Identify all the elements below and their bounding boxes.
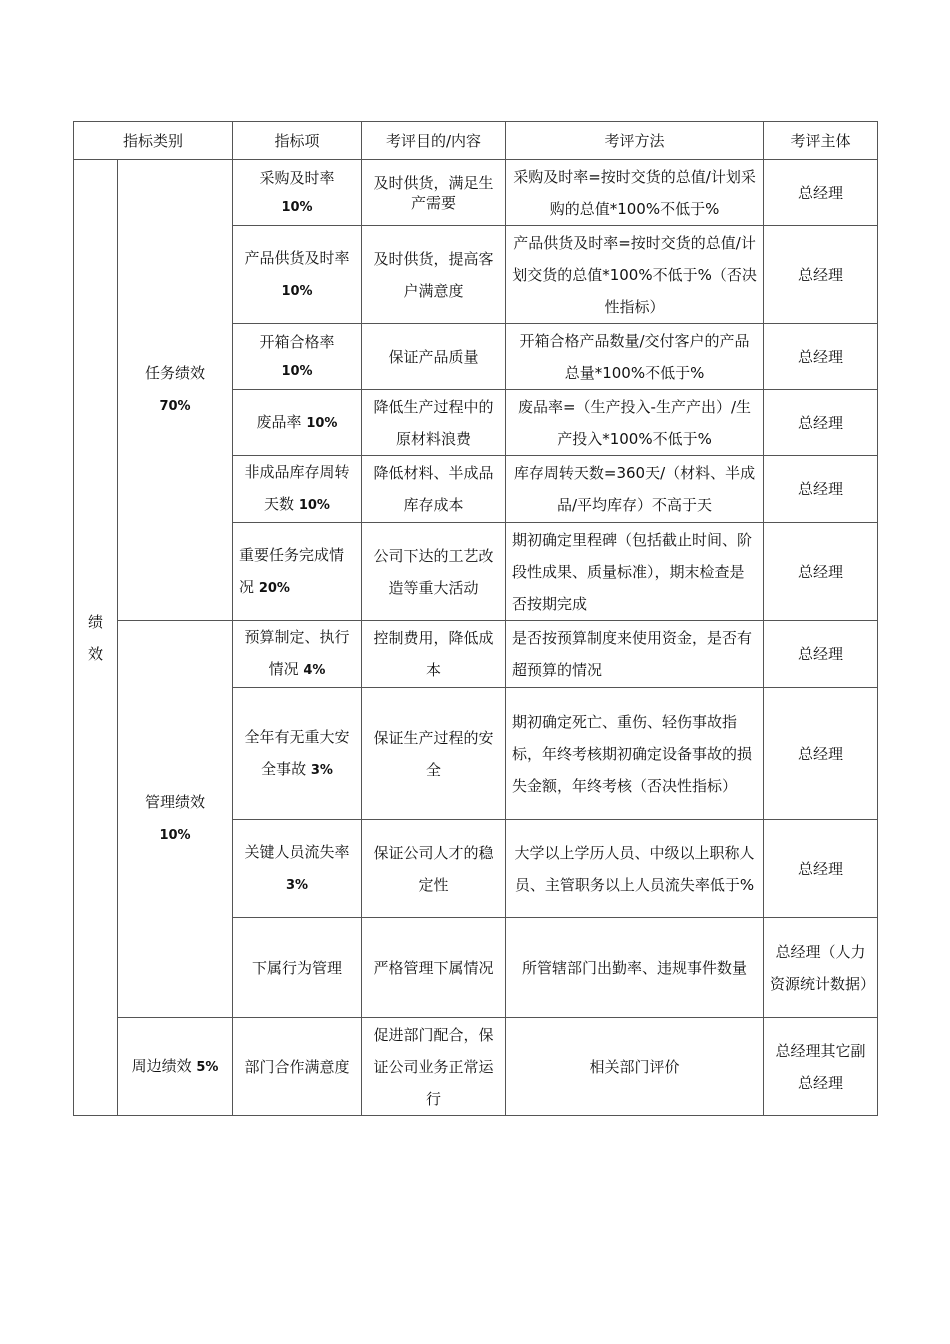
method-cell: 开箱合格产品数量/交付客户的产品总量*100%不低于% <box>506 324 764 390</box>
method-cell: 产品供货及时率=按时交货的总值/计划交货的总值*100%不低于%（否决性指标） <box>506 226 764 324</box>
subject-cell: 总经理 <box>764 390 878 456</box>
group-task <box>118 160 233 621</box>
method-cell: 废品率=（生产投入-生产产出）/生产投入*100%不低于% <box>506 390 764 456</box>
item-cell <box>233 1018 362 1116</box>
item-cell <box>233 324 362 390</box>
item-name: 重要任务完成情况 <box>239 545 345 596</box>
item-name: 下属行为管理 <box>252 958 343 977</box>
item-pct: 3% <box>285 877 309 893</box>
subject-cell: 总经理 <box>764 160 878 226</box>
method-cell: 库存周转天数=360天/（材料、半成品/平均库存）不高于天 <box>506 456 764 523</box>
method-cell: 所管辖部门出勤率、违规事件数量 <box>506 918 764 1018</box>
item-name: 非成品库存周转天数 <box>244 463 350 513</box>
method-cell: 相关部门评价 <box>506 1018 764 1116</box>
item-cell <box>233 456 362 523</box>
item-name: 采购及时率 <box>259 168 335 187</box>
item-cell <box>233 820 362 918</box>
item-name: 产品供货及时率 <box>244 248 350 267</box>
item-pct: 4% <box>303 663 326 678</box>
subject-cell: 总经理 <box>764 621 878 688</box>
item-name: 全年有无重大安全事故 <box>244 727 350 778</box>
subject-cell: 总经理 <box>764 820 878 918</box>
purpose-cell: 公司下达的工艺改造等重大活动 <box>362 523 506 621</box>
item-pct: 10% <box>298 498 330 513</box>
purpose-cell: 及时供货，提高客户满意度 <box>362 226 506 324</box>
group-weight: 10% <box>159 828 191 843</box>
header-subject: 考评主体 <box>764 122 878 160</box>
subject-cell: 总经理 <box>764 324 878 390</box>
group-weight: 5% <box>196 1059 219 1075</box>
item-name: 开箱合格率 <box>259 332 335 351</box>
item-cell <box>233 523 362 621</box>
item-cell <box>233 390 362 456</box>
purpose-cell: 保证公司人才的稳定性 <box>362 820 506 918</box>
group-peripheral <box>118 1018 233 1116</box>
item-pct: 3% <box>310 762 333 778</box>
item-pct: 10% <box>306 415 338 431</box>
item-cell <box>233 918 362 1018</box>
subject-cell: 总经理 <box>764 226 878 324</box>
group-management <box>118 621 233 1018</box>
purpose-cell: 控制费用，降低成本 <box>362 621 506 688</box>
item-cell <box>233 688 362 820</box>
subject-cell: 总经理 <box>764 688 878 820</box>
table-row <box>74 621 878 688</box>
purpose-cell: 严格管理下属情况 <box>362 918 506 1018</box>
header-category: 指标类别 <box>74 122 233 160</box>
purpose-cell: 保证生产过程的安全 <box>362 688 506 820</box>
kpi-table <box>73 121 878 1116</box>
header-method: 考评方法 <box>506 122 764 160</box>
main-category-char-1: 绩 <box>87 612 103 631</box>
subject-cell: 总经理（人力资源统计数据） <box>764 918 878 1018</box>
purpose-cell: 降低生产过程中的原材料浪费 <box>362 390 506 456</box>
subject-cell: 总经理其它副总经理 <box>764 1018 878 1116</box>
method-cell: 大学以上学历人员、中级以上职称人员、主管职务以上人员流失率低于% <box>506 820 764 918</box>
subject-cell: 总经理 <box>764 456 878 523</box>
table-row <box>74 1018 878 1116</box>
item-name: 废品率 <box>256 412 302 431</box>
header-item: 指标项 <box>233 122 362 160</box>
method-cell: 期初确定死亡、重伤、轻伤事故指标，年终考核期初确定设备事故的损失金额，年终考核（否决性指标） <box>506 688 764 820</box>
table-row <box>74 160 878 226</box>
item-pct: 10% <box>281 199 313 215</box>
subject-cell: 总经理 <box>764 523 878 621</box>
method-cell: 是否按预算制度来使用资金，是否有超预算的情况 <box>506 621 764 688</box>
purpose-cell: 降低材料、半成品库存成本 <box>362 456 506 523</box>
group-weight: 70% <box>159 399 191 414</box>
group-name: 任务绩效 <box>145 364 206 382</box>
item-name: 部门合作满意度 <box>244 1057 350 1076</box>
item-cell <box>233 160 362 226</box>
purpose-cell: 促进部门配合，保证公司业务正常运行 <box>362 1018 506 1116</box>
method-cell: 采购及时率=按时交货的总值/计划采购的总值*100%不低于% <box>506 160 764 226</box>
item-cell <box>233 621 362 688</box>
method-cell: 期初确定里程碑（包括截止时间、阶段性成果、质量标准），期末检查是否按期完成 <box>506 523 764 621</box>
header-purpose: 考评目的/内容 <box>362 122 506 160</box>
group-name: 管理绩效 <box>145 793 206 811</box>
purpose-text: 及时供货，满足生产需要 <box>373 173 494 212</box>
item-name: 关键人员流失率 <box>244 842 350 861</box>
item-pct: 20% <box>258 580 290 596</box>
group-name: 周边绩效 <box>131 1056 192 1075</box>
main-category-char-2: 效 <box>87 644 103 663</box>
item-cell <box>233 226 362 324</box>
purpose-cell <box>362 160 506 226</box>
item-name: 预算制定、执行情况 <box>244 628 350 678</box>
item-pct: 10% <box>281 363 313 379</box>
header-row <box>74 122 878 160</box>
main-category <box>74 160 118 1116</box>
purpose-cell: 保证产品质量 <box>362 324 506 390</box>
item-pct: 10% <box>281 283 313 299</box>
